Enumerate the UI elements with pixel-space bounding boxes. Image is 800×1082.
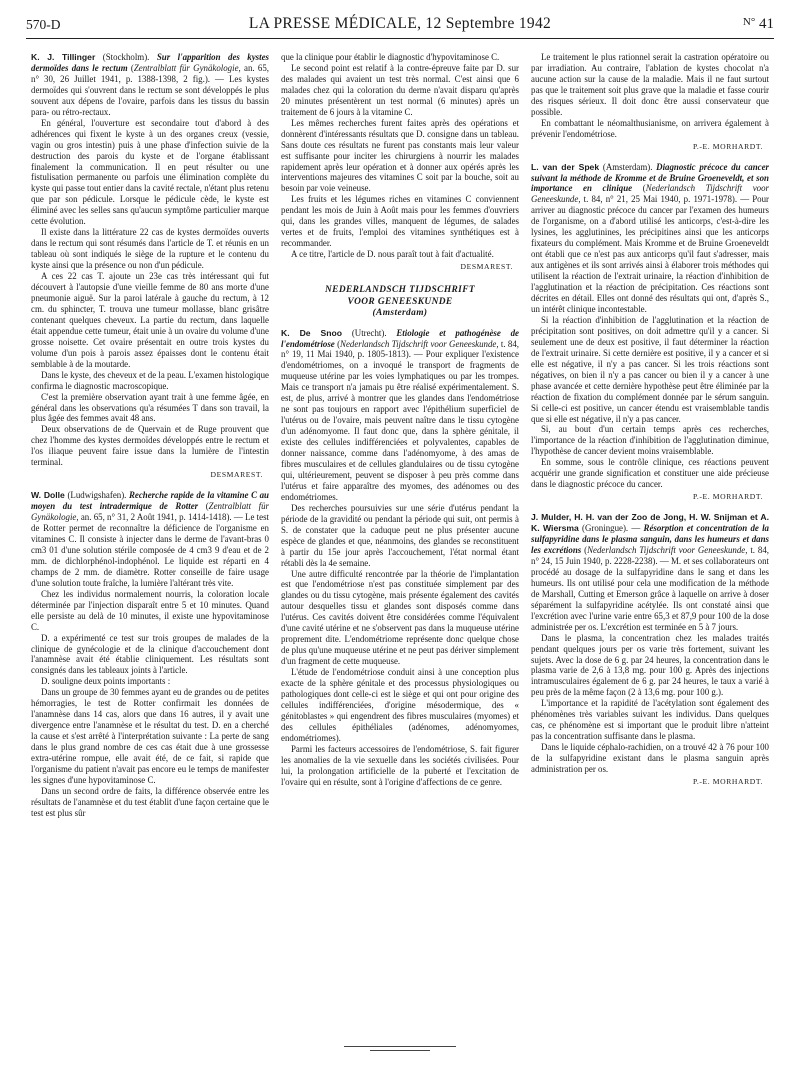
- article-lead: , an. 65, n° 30, 26 Juillet 1941, p. 1388-1398, 2 fig.). — Les kystes dermoïdes qui s'ouvrent dans le rectum se sont développés le plus souvent aux dépens de l'ovaire, parfois dans les tissus du bassin para- ou rétro-rectaux.: [31, 62, 269, 117]
- paragraph: Des recherches poursuivies sur une série d'utérus pendant la période de la gravidité ou pendant la période qui suit, ont permis à S. de constater que la caduque peut ne plus présenter aucune espèce de glandes et que, néanmoins, des glandes se reconstituent à partir du 15e jour après l'accouchement, l'état normal étant rétabli dès la 4e semaine.: [281, 502, 519, 568]
- paragraph: C'est la première observation ayant trait à une femme âgée, en général dans les observations qu'a résumées T dans son travail, la plus âgée des femmes avait 48 ans.: [31, 391, 269, 424]
- article-title: Recherche rapide de la vitamine C au moyen du test intradermique de Rotter: [31, 490, 269, 512]
- column-2: [281, 52, 519, 788]
- paragraph: Dans un groupe de 30 femmes ayant eu de grandes ou de petites hémorragies, le test de Rotter confirmait les données de l'anamnèse dans 14 cas, alors que dans 16 autres, il y avait une divergence entre l'anamnèse et le résultat du test. D. en a cherché la cause et s'est arrêté à l'interprétation suivante : La perte de sang dans le plus grand nombre de ces cas était due à une grossesse extra-utérine rompue, elle avait été, de ce fait, si rapide que l'organisme du patient n'avait pas encore eu le temps de manifester les signes d'une hypovitaminose C.: [31, 687, 269, 785]
- issue-number: [743, 16, 774, 33]
- article-lead: , t. 84, n° 19, 11 Mai 1940, p. 1805-1813). — Pour expliquer l'existence d'endométriomes, on a invoqué le transport de fragments de muqueuse utérine par les voies lymphatiques ou par les trompes. Mais ce transport n'a jamais pu être réalisé expérimentalement. S. est, de plus, arrivé à montrer que les glandes dans l'endométriose ne sont pas toujours en rapport avec l'épithélium superficiel de l'utérus ou de l'ovaire, mais peuvent naître dans le tissu cytogène d'un adénomyome. Il faut donc que, dans la sphère génitale, il existe des cellules indifférenciées et polyvalentes, capables de donner naissance, comme dans l'adénomyome, à des amas de fibres musculaires et de cellules glandulaires ou de tissu cytogène qui, ultérieurement, peuvent se disposer à peu près comme dans l'utérus et faire apparaître des myomes, des adénomes ou des endométriomes.: [281, 338, 519, 502]
- paragraph: L'importance et la rapidité de l'acétylation sont également des phénomènes très variables suivant les individus. Dans quelques cas, ce phénomène est si important que le produit libre n'atteint pas la concentration suffisante dans le plasma.: [531, 698, 769, 742]
- paragraph: Le second point est relatif à la contre-épreuve faite par D. sur des malades qui avaient un test très normal. C'est ainsi que 6 malades chez qui la coloration du derme n'avait disparu qu'après 20 minutes présentèrent un test normal (6 minutes) après un traitement de 6 jours à la vitamine C.: [281, 62, 519, 117]
- paragraph: En somme, sous le contrôle clinique, ces réactions peuvent acquérir une grande signification et constituer une aide précieuse dans le diagnostic précoce du cancer.: [531, 457, 769, 490]
- issue-label: N°: [742, 16, 756, 28]
- journal-masthead: LA PRESSE MÉDICALE, 12 Septembre 1942: [248, 15, 552, 32]
- article-journal: Nederlandsch Tijdschrift voor Geneeskunde: [340, 338, 497, 349]
- signature: DESMAREST.: [210, 470, 263, 480]
- paragraph: En général, l'ouverture est secondaire tout d'abord à des adhérences qui fixent le kyste à un des organes creux (vessie, vagin ou gros intestin) puis à une phase d'infection suivie de la destruction des parois du kyste et de l'organe établissant finalement la communication. Il en peut résulter ou une fistulisation permanente ou parfois une élimination complète du kyste qui passe tout entier dans la cavité rectale, n'étant plus retenu que par son pédicule. Lorsque le pédicule cède, le kyste est éliminé avec les selles sans qu'aucun symptôme particulier marque cette évolution.: [31, 117, 269, 227]
- page-number: 570-D: [26, 17, 61, 32]
- article-journal: Zentralblatt für Gynäkologie: [133, 62, 239, 73]
- paragraph: Dans le kyste, des cheveux et de la peau. L'examen histologique confirma le diagnostic macroscopique.: [31, 369, 269, 391]
- article-author: J. Mulder, H. H. van der Zoo de Jong, H. W. Snijman et A. K. Wiersma: [531, 512, 769, 534]
- paragraph: Si la réaction d'inhibition de l'agglutination et la réaction de précipitation sont positives, on doit admettre qu'il y a cancer. Si seulement une de deux est positive, il faut déterminer la réaction de l'extrait urinaire. Si cette dernière est positive, il y a cancer et si elle est négative, il n'y a pas cancer. Si les trois réactions sont négatives, on bien il n'y a pas cancer ou bien il y a cancer à une phase avancée et cette dernière hypothèse peut être éliminée par la réaction de fixation du complément donnée par le sérum sanguin. Si celle-ci est positive, un cancer étendu est vraisemblable tandis que si elle est négative, il n'y a pas cancer.: [531, 314, 769, 424]
- footer-rule-short: [370, 1050, 430, 1051]
- article-title: Sur l'apparition des kystes dermoïdes dans le rectum: [31, 52, 269, 73]
- article-title: Diagnostic précoce du cancer suivant la méthode de Kromme et de Bruine Groeneveldt, et son importance en clinique: [531, 161, 769, 194]
- article-lead: , an. 65, n° 31, 2 Août 1941, p. 1414-1418). — Le test de Rotter permet de reconnaître la déficience de l'organisme en vitamines C. Il consiste à injecter dans le derme de l'avant-bras 0 cm3 01 d'une solution stérile composée de 4 cm3 9 d'eau et de 2 mm. de dichlorphénol-indophénol. Le liquide est réparti en 4 champs de 2 mm. de diamètre. Rotter conseille de faire usage d'une solution toute fraîche, la lumière l'altérant très vite.: [31, 512, 269, 588]
- header-rule: [26, 38, 774, 39]
- section-title-city: (Amsterdam): [372, 308, 428, 319]
- article-ref-open: (: [632, 183, 646, 194]
- paragraph: Une autre difficulté rencontrée par la théorie de l'implantation est que l'endométriose n'est pas constituée simplement par des glandes ou du tissu cytogène, mais présente également des cavités autour desquelles tissu et glandes sont disposés comme dans l'utérus. Ces cavités doivent être considérées comme l'équivalent d'une cavité utérine et ne s'observent pas dans la muqueuse utérine proprement dite. L'endométriome représente donc quelque chose de plus qu'une muqueuse utérine et ne peut pas dériver simplement d'un fragment de cette muqueuse.: [281, 568, 519, 667]
- section-title-line: NEDERLANDSCH TIJDSCHRIFT: [325, 285, 475, 296]
- article-ref-open: (: [198, 501, 209, 512]
- spacer: [531, 153, 769, 162]
- paragraph: Chez les individus normalement nourris, la coloration locale déterminée par l'injection disparaît entre 5 et 10 minutes. Quand elle persiste au delà de 10 minutes, il existe une hypovitaminose C.: [31, 588, 269, 632]
- article-mulder: [531, 512, 769, 632]
- column-3: [531, 52, 769, 788]
- signature: P.-E. MORHARDT.: [692, 777, 763, 786]
- article-de-snoo: [281, 328, 519, 503]
- signature: DESMAREST.: [460, 262, 513, 272]
- article-lead: , t. 84, n° 21, 25 Mai 1940, p. 1971-1978). — Pour arriver au diagnostic précoce du cancer par l'examen des humeurs de l'organisme, on a d'abord utilisé les anticorps, c'est-à-dire les lysines, les agglutinines, les précipitines ainsi que les anticorps fixateurs du complément. Mais Kromme et de Bruine Groeneveldt ont établi que ce n'est pas aux anticorps qu'il faut s'adresser, mais aux antigènes et ils sont arrivés ainsi à élaborer trois méthodes qui utilisent la réaction de l'extrait urinaire, la réaction d'inhibition de l'agglutination et la réaction de précipitation. Ces réactions sont décrites en détail. Elles ont donné des résultats qui ont, d'après S., un intérêt clinique incontestable.: [531, 194, 769, 314]
- paragraph: Parmi les facteurs accessoires de l'endométriose, S. fait figurer les anomalies de la vie sexuelle dans les sociétés civilisées. Pour lui, la prolongation artificielle de la puberté et l'excitation de l'ovaire qui en résulte, sont à l'origine d'affections de ce genre.: [281, 743, 519, 787]
- article-lead: , t. 84, n° 24, 15 Juin 1940, p. 2228-2238). — M. et ses collaborateurs ont procédé au dosage de la sulfapyridine dans le sang et dans les humeurs. Ils ont utilisé pour cela une modification de la méthode de Marshall, Cutting et Emerson grâce à laquelle on arrive à doser séparément la sulfapyridine acétylée. Ils ont constaté ainsi que l'excrétion avec l'urine varie entre 65,3 et 87,9 pour 100 de la dose administrée per os. L'excrétion est terminée en 5 à 7 jours.: [531, 544, 770, 632]
- paragraph: Il existe dans la littérature 22 cas de kystes dermoïdes ouverts dans le rectum qui sont résumés dans l'article de T. et réunis en un tableau où sont indiqués le siège de la rupture et le contenu du kyste ainsi que la présence ou non d'un pédicule.: [31, 227, 269, 271]
- paragraph: D. souligne deux points importants :: [41, 676, 171, 687]
- signature: P.-E. MORHARDT.: [692, 492, 763, 502]
- paragraph: A ce titre, l'article de D. nous paraît tout à fait d'actualité.: [291, 249, 494, 260]
- paragraph: Les fruits et les légumes riches en vitamines C conviennent pendant les mois de Juin à Août mais pour les femmes d'ouvriers qui, dans les grandes villes, manquent de légumes, de salades vertes et de fruits, l'emploi des vitamines synthétiques est à recommander.: [281, 194, 519, 249]
- article-ref-open: (: [334, 338, 341, 349]
- section-title-line: VOOR GENEESKUNDE: [347, 296, 453, 307]
- section-title: [281, 285, 519, 320]
- article-title: Etiologie et pathogénèse de l'endométriose: [281, 327, 519, 349]
- column-1: [31, 52, 269, 819]
- article-author: K. J. Tillinger: [31, 52, 96, 62]
- paragraph: A ces 22 cas T. ajoute un 23e cas très intéressant qui fut découvert à l'autopsie d'une vieille femme de 80 ans morte d'une pneumonie aiguë. Sur la paroi latérale à gauche du rectum, à 12 cm. du sphincter, T. trouva une tumeur mollasse, blanc grisâtre contenant quelques cheveux. La partie du rectum, dans laquelle était appendue cette tumeur, était unie à un ovaire du volume d'une grosse noisette. Cet ovaire présentait en outre trois kystes du volume d'un pois à parois assez épaisses dont le contenu était semblable à de la moutarde.: [31, 271, 269, 369]
- paragraph: Dans le plasma, la concentration chez les malades traités pendant quelques jours per os varie très fortement, suivant les sujets. Avec la dose de 6 g. par 24 heures, la concentration dans le plasma varie de 2,6 à 13,8 mg. pour 100 g. Après des injections intramusculaires également de 6 g. par 24 heures, le taux a varié à peu près de la même façon (2 à 13,6 mg. pour 100 g.).: [531, 632, 769, 698]
- signature: P.-E. MORHARDT.: [692, 141, 763, 151]
- paragraph: D. a expérimenté ce test sur trois groupes de malades de la clinique de gynécologie et de la clinique d'accouchement dont l'anamnèse avait été établie cliniquement. Les résultats sont consignés dans les tableaux joints à l'article.: [31, 632, 269, 676]
- article-author: L. van der Spek: [531, 161, 600, 172]
- article-place: (Groningue). —: [578, 523, 644, 534]
- paragraph: L'étude de l'endométriose conduit ainsi à une conception plus exacte de la sphère génitale et des processus physiologiques ou pathologiques dont celle-ci est le siège et qui ont pour origine des cellules indifférenciées, d'origine mésodermique, des « génitoblastes » qui engendrent des fibres musculaires (myomes) et des cellules épithéliales (adénomes, adénomyomes, endométriomes).: [281, 667, 519, 743]
- article-journal: Zentralblatt für Gynäkologie: [31, 501, 270, 523]
- paragraph: que la clinique pour établir le diagnostic d'hypovitaminose C.: [281, 52, 500, 62]
- article-ref-open: (: [127, 62, 134, 73]
- article-place: (Amsterdam).: [599, 161, 657, 172]
- paragraph: Le traitement le plus rationnel serait la castration opératoire ou par irradiation. Au contraire, l'ablation de kystes chocolat n'a aucune action sur la cause de la maladie. Mais il ne faut surtout pas que le traitement soit plus grave que la maladie et fasse courir des risques sérieux. Il doit donc être aussi conservateur que possible.: [531, 52, 769, 117]
- paragraph: Dans un second ordre de faits, la différence observée entre les résultats de l'anamnèse et du test établit d'une façon certaine que le test est plus sûr: [31, 785, 269, 818]
- article-place: (Ludwigshafen).: [64, 490, 129, 501]
- article-dolle: [31, 490, 269, 589]
- article-title: Résorption et concentration de la sulfapyridine dans le plasma sanguin, dans les humeurs et dans les excrétions: [531, 523, 769, 555]
- page-header: [26, 15, 774, 37]
- paragraph: Deux observations de de Quervain et de Ruge prouvent que chez l'homme des kystes dermoïdes développés entre le rectum et l'os iliaque peuvent faire issue dans la lumière de l'intestin terminal.: [31, 424, 269, 468]
- spacer: [531, 503, 769, 512]
- article-place: (Utrecht).: [342, 327, 397, 338]
- article-author: K. De Snoo: [281, 327, 343, 338]
- paragraph: Dans le liquide céphalo-rachidien, on a trouvé 42 à 76 pour 100 de la sulfapyridine existant dans le plasma sanguin après administration per os.: [531, 742, 769, 775]
- issue-value: 41: [759, 16, 774, 32]
- article-place: (Stockholm).: [95, 52, 157, 62]
- article-journal: Nederlandsch Tijdschrift voor Geneeskunde: [587, 544, 746, 555]
- article-ref-open: (: [581, 544, 588, 555]
- article-author: W. Dolle: [31, 490, 65, 501]
- article-van-der-spek: [531, 162, 769, 315]
- paragraph: En combattant le néomalthusianisme, on arrivera également à prévenir l'endométriose.: [531, 117, 769, 139]
- footer-rule: [344, 1046, 456, 1047]
- article-tillinger: [31, 52, 269, 118]
- article-journal: Nederlandsch Tijdschrift voor Geneeskunde: [531, 183, 770, 205]
- spacer: [31, 481, 269, 490]
- paragraph: Si, au bout d'un certain temps après ces recherches, l'importance de la réaction d'inhibition de l'agglutination diminue, l'hypothèse de cancer devient moins vraisemblable.: [531, 424, 769, 457]
- paragraph: Les mêmes recherches furent faites après des opérations et donnèrent d'intéressants résultats que D. consigne dans un tableau. Sans doute ces résultats ne furent pas constants mais leur valeur est suffisante pour inciter les chirurgiens à nourrir les malades rapidement après leur opération et à donner aux opérés après les interventions majeures des vitamines C soit par la bouche, soit au besoin par voie veineuse.: [281, 117, 519, 194]
